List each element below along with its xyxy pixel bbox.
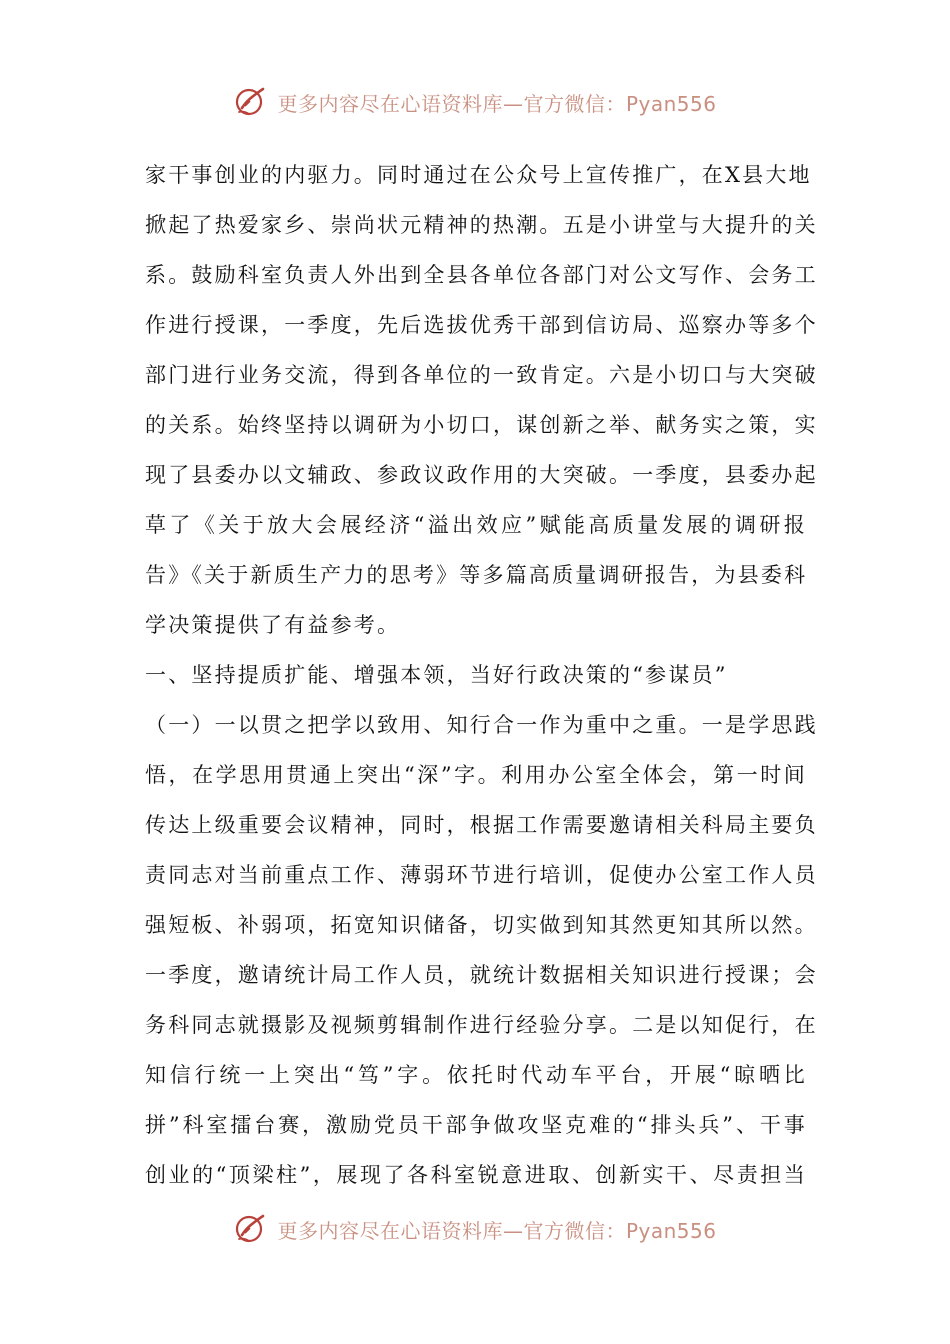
text-line: 作进行授课，一季度，先后选拔优秀干部到信访局、巡察办等多个 (145, 313, 818, 337)
text-line: 学决策提供了有益参考。 (145, 613, 401, 637)
text-line: 家干事创业的内驱力。同时通过在公众号上宣传推广，在X县大地 (145, 163, 812, 187)
text-line: 传达上级重要会议精神，同时，根据工作需要邀请相关科局主要负 (145, 813, 818, 837)
pen-seal-icon (233, 84, 269, 120)
text-line: 务科同志就摄影及视频剪辑制作进行经验分享。二是以知促行，在 (145, 1013, 818, 1037)
text-line: 一季度，邀请统计局工作人员，就统计数据相关知识进行授课；会 (145, 963, 818, 987)
text-line: 部门进行业务交流，得到各单位的一致肯定。六是小切口与大突破 (145, 363, 818, 387)
text-line: 强短板、补弱项，拓宽知识储备，切实做到知其然更知其所以然。 (145, 913, 818, 937)
text-line: （一）一以贯之把学以致用、知行合一作为重中之重。一是学思践 (145, 713, 818, 737)
text-line: 掀起了热爱家乡、崇尚状元精神的热潮。五是小讲堂与大提升的关 (145, 213, 818, 237)
header-watermark (0, 82, 950, 122)
watermark-text: 更多内容尽在心语资料库—官方微信：Pyan556 (277, 91, 717, 116)
text-line: 现了县委办以文辅政、参政议政作用的大突破。一季度，县委办起 (145, 463, 818, 487)
text-line: 拼”科室擂台赛，激励党员干部争做攻坚克难的“排头兵”、干事 (145, 1113, 807, 1137)
text-line: 创业的“顶梁柱”，展现了各科室锐意进取、创新实干、尽责担当 (145, 1163, 807, 1187)
text-line: 告》《关于新质生产力的思考》等多篇高质量调研报告，为县委科 (145, 563, 808, 587)
paragraph-2 (145, 700, 818, 1200)
document-body (145, 150, 818, 1200)
text-line: 的关系。始终坚持以调研为小切口，谋创新之举、献务实之策，实 (145, 413, 818, 437)
section-heading (145, 650, 807, 700)
paragraph-1 (145, 150, 818, 650)
text-line: 草了《关于放大会展经济“溢出效应”赋能高质量发展的调研报 (145, 513, 807, 537)
text-line: 悟，在学思用贯通上突出“深”字。利用办公室全体会，第一时间 (145, 763, 807, 787)
pen-seal-icon (233, 1211, 269, 1247)
text-line: 责同志对当前重点工作、薄弱环节进行培训，促使办公室工作人员 (145, 863, 818, 887)
footer-watermark (0, 1209, 950, 1249)
text-line: 知信行统一上突出“笃”字。依托时代动车平台，开展“晾晒比 (145, 1063, 807, 1087)
heading-line: 一、坚持提质扩能、增强本领，当好行政决策的“参谋员” (145, 663, 728, 687)
watermark-text: 更多内容尽在心语资料库—官方微信：Pyan556 (277, 1218, 717, 1243)
text-line: 系。鼓励科室负责人外出到全县各单位各部门对公文写作、会务工 (145, 263, 818, 287)
